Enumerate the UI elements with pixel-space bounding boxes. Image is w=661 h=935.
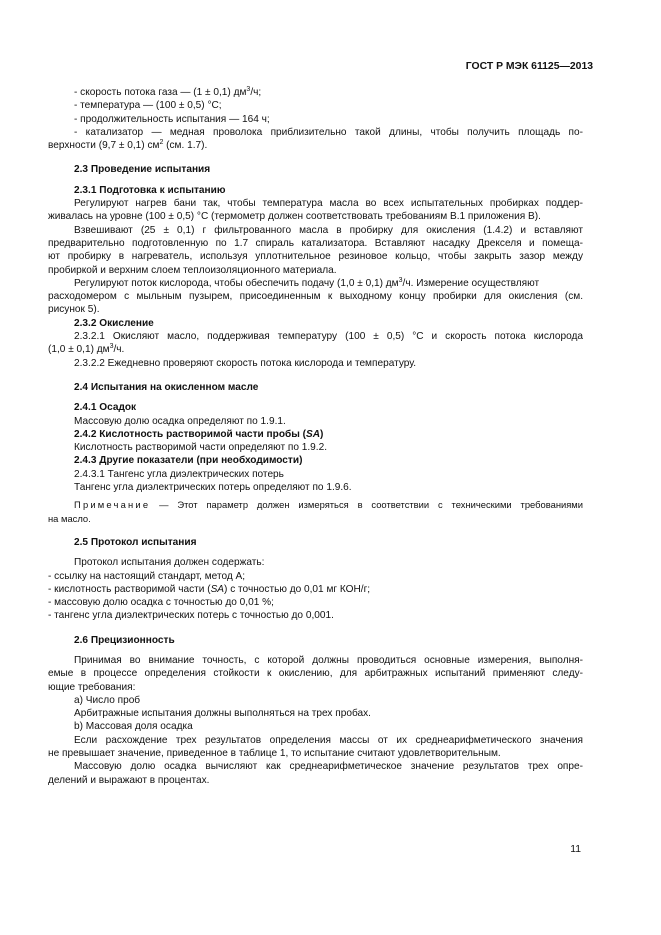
deviation-para-l2: не превышает значение, приведенное в таблице 1, то испытание считают удовлетворительным. [48,748,501,760]
catalyst-area: верхности (9,7 ± 0,1) см [48,140,160,152]
para-weighing-l1: Взвешивают (25 ± 0,1) г фильтрованного масла в пробирку для окисления (1.4.2) и вставляют [74,224,583,236]
heading-text: 2.4.2 Кислотность растворимой части пробы ( [74,428,307,440]
para-oxygen-l3: рисунок 5). [48,304,100,316]
page-content [48,86,583,787]
item-b-title: b) Массовая доля осадка [74,721,193,733]
para-heating-l2: живалась на уровне (100 ± 0,5) °С (термометр должен соответствовать требованиям В.1 приложения В). [48,211,541,223]
duration-item: - продолжительность испытания — 164 ч; [74,113,270,125]
item-tail: ) с точностью до 0,01 мг КОН/г; [224,583,371,595]
gas-flow-unit: /ч; [250,87,262,98]
precision-para-l3: ющие требования: [48,681,136,693]
clause-2-4-3-1-text: Тангенс угла диэлектрических потерь определяют по 1.9.6. [74,482,352,494]
para-oxygen-l1 [48,277,583,290]
report-item-1: - ссылку на настоящий стандарт, метод А; [48,570,246,582]
superscript: 3 [109,343,114,351]
section-2-4-2-heading [48,428,583,441]
note-text: — Этот параметр должен измеряться в соответствии с техническими требованиями [150,499,583,511]
precision-para-l2: емые в процессе определения стойкости к окислению, для арбитражных испытаний применяют следу- [48,668,583,680]
report-item-4: - тангенс угла диэлектрических потерь с точностью до 0,001. [48,610,334,622]
catalyst-item-line1: - катализатор — медная проволока приблизительно такой длины, чтобы получить площадь по- [74,126,583,138]
para-oxygen-l2: расходомером с мыльным пузырем, присоединенным к выходному концу пробирки для окисления (см. [48,291,583,303]
gas-flow-text: - скорость потока газа — (1 ± 0,1) дм [74,87,247,98]
section-2-3-1-heading: 2.3.1 Подготовка к испытанию [74,184,226,196]
para-weighing-l4: пробиркой и верхним слоем теплоизоляционного материала. [48,264,337,276]
deviation-para-l1: Если расхождение трех результатов определения массы от их среднеарифметического значения [74,734,583,746]
para-weighing-l3: ют пробирку в нагреватель, используя уплотнительное резиновое кольцо, чтобы закрыть зазор между [48,251,583,263]
note-label: Примечание [74,499,151,511]
section-2-3-2-heading: 2.3.2 Окисление [74,317,154,329]
section-2-4-3-heading: 2.4.3 Другие показатели (при необходимости) [74,455,303,467]
note-line1 [48,498,583,511]
item-text: - кислотность растворимой части ( [48,583,211,595]
report-intro: Протокол испытания должен содержать: [74,557,265,569]
clause-2-3-2-2: 2.3.2.2 Ежедневно проверяют скорость потока кислорода и температуру. [74,357,417,369]
gas-flow-item [48,86,583,99]
precision-para-l1: Принимая во внимание точность, с которой должны проводиться основные измерения, выполня- [74,654,583,666]
standard-code-header: ГОСТ Р МЭК 61125—2013 [465,61,593,72]
heading-paren: ) [320,428,324,440]
item-a-title: а) Число проб [74,694,141,706]
section-2-4-1-heading: 2.4.1 Осадок [74,402,137,414]
section-2-4-1-text: Массовую долю осадка определяют по 1.9.1. [74,415,286,427]
superscript: 3 [398,276,403,284]
flow-unit: /ч. [113,344,125,356]
mean-para-l1: Массовую долю осадка вычисляют как среднеарифметическое значение результатов трех опре- [74,761,583,773]
catalyst-item-line2 [48,139,583,152]
sa-abbrev: SA [306,428,321,440]
clause-2-3-2-1-l2 [48,343,583,356]
report-item-2 [48,583,583,596]
temperature-item: - температура — (100 ± 0,5) °С; [74,100,222,112]
section-2-6-heading: 2.6 Прецизионность [74,634,175,646]
sa-abbrev: SA [210,583,225,595]
catalyst-ref: (см. 1.7). [163,140,208,152]
note-line2: на масло. [48,512,91,524]
superscript: 3 [246,86,251,93]
flow-value: (1,0 ± 0,1) дм [48,344,110,356]
oxygen-flow-text: Регулируют поток кислорода, чтобы обеспечить подачу (1,0 ± 0,1) дм [74,277,399,289]
section-2-3-heading: 2.3 Проведение испытания [74,164,211,176]
clause-2-3-2-1-l1: 2.3.2.1 Окисляют масло, поддерживая температуру (100 ± 0,5) °С и скорость потока кислорода [74,331,583,343]
superscript: 2 [159,139,164,147]
page-number: 11 [570,844,581,855]
clause-2-4-3-1-heading: 2.4.3.1 Тангенс угла диэлектрических потерь [74,468,284,480]
para-heating-l1: Регулируют нагрев бани так, чтобы температура масла во всех испытательных пробирках поддер- [74,198,583,210]
para-weighing-l2: предварительно подготовленную по 1.7 спираль катализатора. Вставляют насадку Дрекселя и помеща- [48,237,583,249]
section-2-4-heading: 2.4 Испытания на окисленном масле [74,381,259,393]
section-2-5-heading: 2.5 Протокол испытания [74,536,197,548]
item-a-text: Арбитражные испытания должны выполняться на трех пробах. [74,708,371,720]
mean-para-l2: делений и выражают в процентах. [48,774,210,786]
oxygen-flow-tail: /ч. Измерение осуществляют [402,277,540,289]
section-2-4-2-text: Кислотность растворимой части определяют по 1.9.2. [74,442,328,454]
report-item-3: - массовую долю осадка с точностью до 0,01 %; [48,597,274,609]
